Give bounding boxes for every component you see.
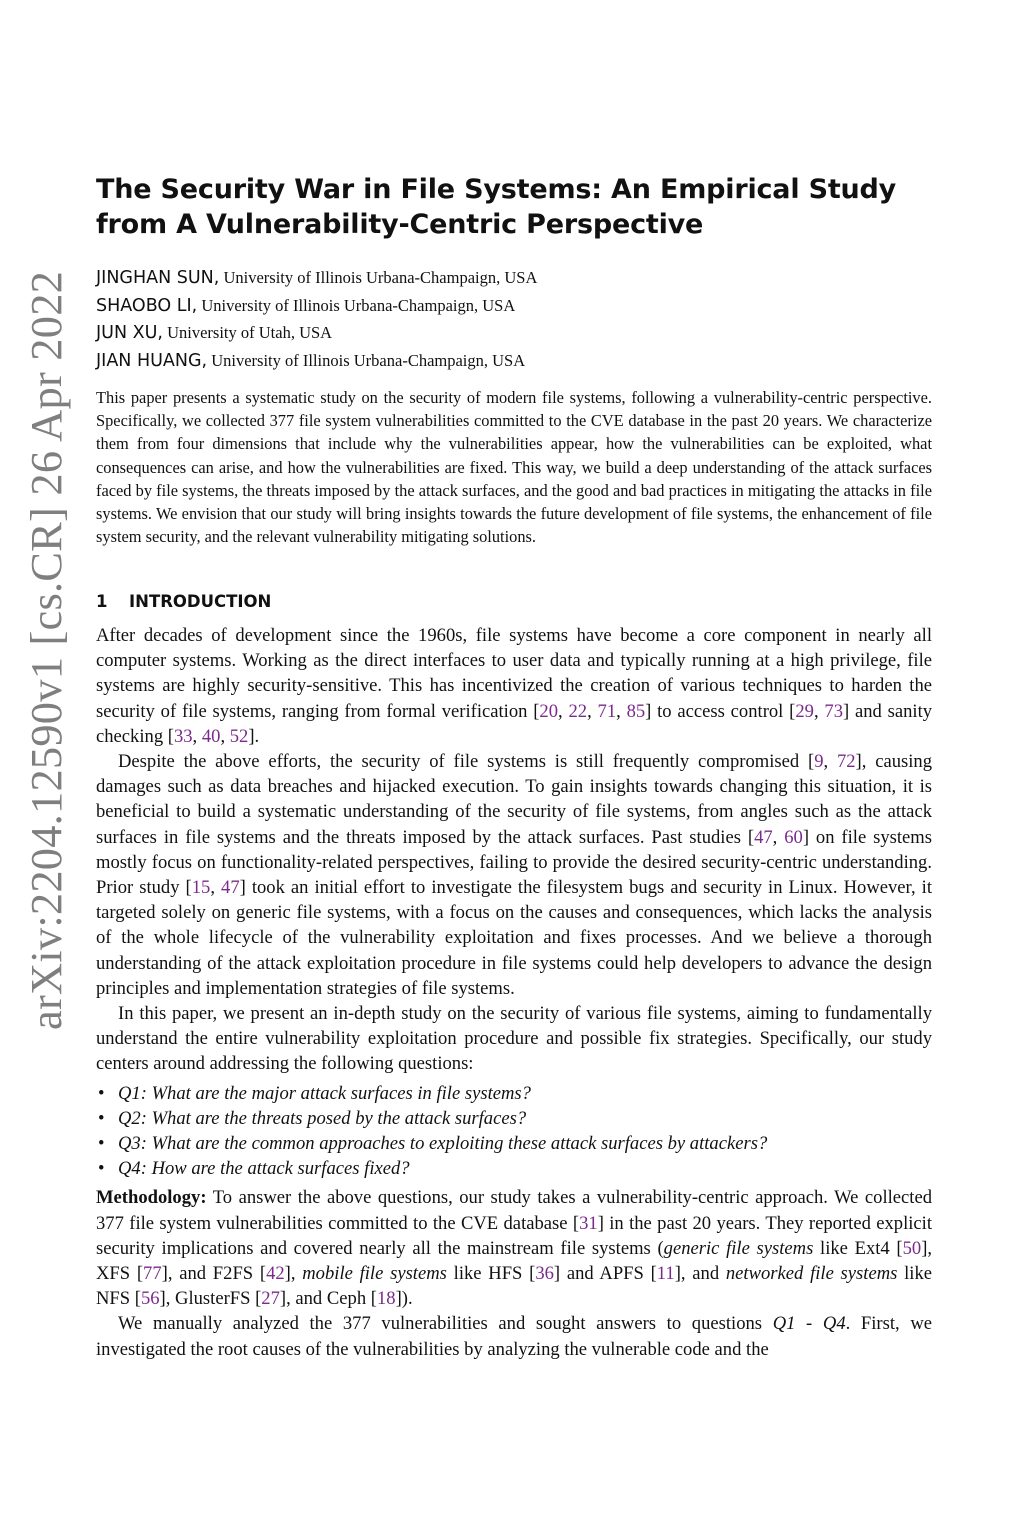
- author-name: JIAN HUANG,: [96, 350, 208, 371]
- paragraph: Despite the above efforts, the security of file systems is still frequently compromised [9, 72], causing damages such as data breaches and hijacked execution. To gain insights towards changing this situation, it is beneficial to build a systematic understanding of the security of file systems, from angles such as the attack surfaces in file systems and the threats imposed by the attack surfaces. Past studies [47, 60] on file systems mostly focus on functionality-related perspectives, failing to provide the desired security-centric understanding. Prior study [15, 47] took an initial effort to investigate the filesystem bugs and security in Linux. However, it targeted solely on generic file systems, with a focus on the causes and consequences, which lacks the analysis of the whole lifecycle of the vulnerability exploitation and fixes processes. And we believe a thorough understanding of the attack exploitation procedure in file systems could help developers to advance the design principles and implementation strategies of file systems.: [96, 751, 933, 999]
- methodology-label: Methodology:: [96, 1187, 207, 1209]
- section-title: INTRODUCTION: [129, 592, 272, 611]
- citation-link[interactable]: 11: [656, 1263, 675, 1285]
- citation-link[interactable]: 52: [229, 725, 249, 747]
- citation-link[interactable]: 9: [814, 751, 824, 773]
- citation-link[interactable]: 18: [376, 1288, 396, 1310]
- paragraph: We manually analyzed the 377 vulnerabilities and sought answers to questions Q1 - Q4. First, we investigated the root causes of the vulnerabilities by analyzing the vulnerable code and the: [96, 1313, 932, 1360]
- citation-link[interactable]: 72: [836, 751, 856, 773]
- citation-link[interactable]: 50: [902, 1237, 922, 1259]
- question-item: • Q2: What are the threats posed by the attack surfaces?: [118, 1106, 932, 1131]
- author-affiliation: University of Utah, USA: [162, 323, 333, 342]
- abstract: This paper presents a systematic study on the security of modern file systems, following a vulnerability-centric perspective. Specifically, we collected 377 file system vulnerabilities committed to the CVE database in the past 20 years. We characterize them from four dimensions that include why the vulnerabilities appear, how the vulnerabilities can be exploited, what consequences can arise, and how the vulnerabilities are fixed. This way, we build a deep understanding of the attack surfaces faced by file systems, the threats imposed by the attack surfaces, and the good and bad practices in mitigating the attacks in file systems. We envision that our study will bring insights towards the future development of file systems, the enhancement of file system security, and the relevant vulnerability mitigating solutions.: [96, 388, 932, 547]
- citation-link[interactable]: 15: [191, 877, 211, 899]
- section-heading: [96, 592, 271, 611]
- citation-link[interactable]: 85: [626, 700, 646, 722]
- research-questions: [96, 1081, 932, 1182]
- citation-link[interactable]: 22: [568, 700, 588, 722]
- citation-link[interactable]: 20: [539, 700, 559, 722]
- citation-link[interactable]: 42: [266, 1263, 285, 1285]
- citation-link[interactable]: 73: [824, 700, 843, 722]
- author-affiliation: University of Illinois Urbana-Champaign, USA: [197, 295, 516, 315]
- citation-link[interactable]: 60: [784, 826, 803, 848]
- author-affiliation: University of Illinois Urbana-Champaign, USA: [207, 350, 526, 370]
- citation-link[interactable]: 56: [140, 1288, 160, 1310]
- question-item: • Q3: What are the common approaches to exploiting these attack surfaces by attackers?: [118, 1131, 932, 1156]
- introduction-body: [96, 623, 932, 1362]
- citation-link[interactable]: 47: [754, 826, 773, 848]
- author-entry: [96, 292, 537, 320]
- citation-link[interactable]: 31: [579, 1212, 598, 1234]
- author-entry: [96, 319, 537, 347]
- citation-link[interactable]: 27: [261, 1288, 280, 1310]
- citation-link[interactable]: 77: [143, 1263, 162, 1285]
- author-name: JUN XU,: [96, 323, 163, 343]
- author-entry: [96, 347, 537, 375]
- question-item: • Q4: How are the attack surfaces fixed?: [118, 1156, 932, 1181]
- author-list: [96, 264, 537, 374]
- paper-title: The Security War in File Systems: An Empirical Study from A Vulnerability-Centric Perspective: [96, 174, 897, 240]
- section-number: 1: [96, 592, 108, 611]
- citation-link[interactable]: 29: [795, 700, 814, 722]
- author-name: JINGHAN SUN,: [96, 268, 220, 288]
- author-name: SHAOBO LI,: [96, 295, 198, 316]
- author-affiliation: University of Illinois Urbana-Champaign, USA: [219, 268, 538, 287]
- citation-link[interactable]: 71: [597, 700, 617, 722]
- author-entry: [96, 264, 537, 292]
- paragraph: After decades of development since the 1960s, file systems have become a core component in nearly all computer systems. Working as the direct interfaces to user data and typically running at a high privilege, file systems are highly security-sensitive. This has incentivized the creation of various techniques to harden the security of file systems, ranging from formal verification [20, 22, 71, 85] to access control [29, 73] and sanity checking [33, 40, 52].: [96, 625, 933, 747]
- citation-link[interactable]: 40: [201, 725, 221, 747]
- methodology-paragraph: Methodology: To answer the above questions, our study takes a vulnerability-centric approach. We collected 377 file system vulnerabilities committed to the CVE database [31] in the past 20 years. They reported explicit security implications and covered nearly all the mainstream file systems (generic file systems like Ext4 [50], XFS [77], and F2FS [42], mobile file systems like HFS [36] and APFS [11], and networked file systems like NFS [56], GlusterFS [27], and Ceph [18]).: [96, 1187, 933, 1310]
- citation-link[interactable]: 36: [535, 1263, 554, 1285]
- citation-link[interactable]: 47: [221, 877, 240, 899]
- citation-link[interactable]: 33: [173, 725, 193, 747]
- arxiv-identifier: arXiv:2204.12590v1 [cs.CR] 26 Apr 2022: [21, 270, 71, 1030]
- question-item: • Q1: What are the major attack surfaces in file systems?: [118, 1081, 932, 1106]
- paragraph: In this paper, we present an in-depth study on the security of various file systems, aiming to fundamentally understand the entire vulnerability exploitation procedure and possible fix strategies. Specifically, our study centers around addressing the following questions:: [96, 1003, 932, 1075]
